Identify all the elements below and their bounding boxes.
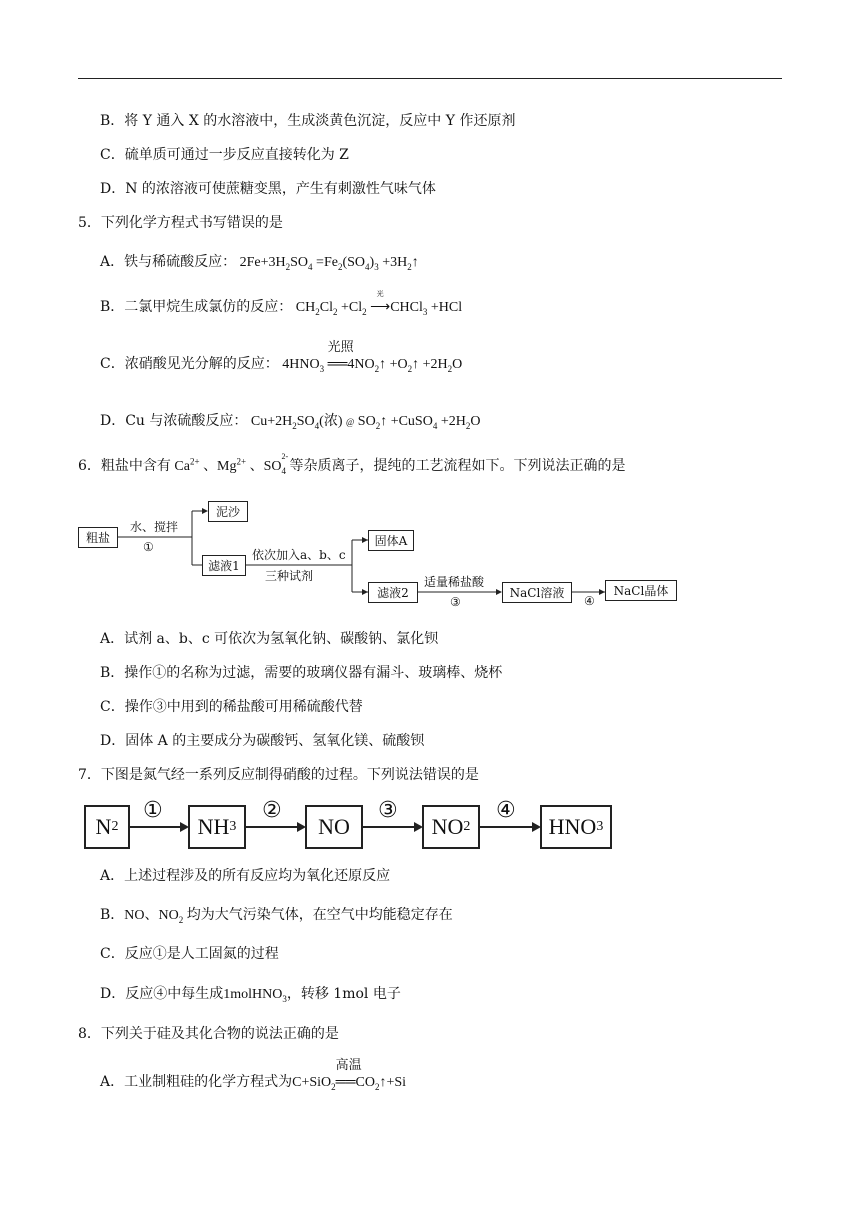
sand-box: 泥沙: [208, 501, 248, 522]
nacl-solution-box: NaCl溶液: [502, 582, 572, 603]
reaction4-label: ④: [496, 798, 516, 823]
q7-option-b: B．NO、$NO_2$ 均为大气污染气体，在空气中均能稳定存在: [100, 907, 453, 925]
q8-stem: 8．下列关于硅及其化合物的说法正确的是: [78, 1026, 339, 1042]
q6-stem: 6．粗盐中含有 $Ca^{2+}$ 、$Mg^{2+}$ 、SO $_{2- 4}$ 等杂质离子，提纯的工艺流程如下。下列说法正确的是: [78, 451, 626, 476]
step3-label: ③: [450, 595, 461, 609]
solid-a-box: 固体A: [368, 530, 414, 551]
step1-label: ①: [143, 540, 154, 554]
step4-label: ④: [584, 594, 595, 608]
q5-b-equation: $CH_2Cl_2 +Cl_2$ 光 ⟶CHCl$_3$ +HCl: [292, 289, 463, 317]
water-stir-label: 水、搅拌: [130, 520, 179, 534]
filtrate1-box: 滤液1: [202, 555, 246, 576]
q4-option-b: B．将 Y 通入 X 的水溶液中，生成淡黄色沉淀，反应中 Y 作还原剂: [100, 113, 516, 129]
q5-c-equation: $4HNO_3$ 光照 $══4NO_2↑$ $+O_2↑ +2H_2O$: [278, 338, 463, 374]
hno3-box: HNO 3: [540, 805, 612, 849]
q7-option-d: D．反应④中每生成1molHNO$_3$，转移 1mol 电子: [100, 986, 401, 1004]
q5-option-b: B．二氯甲烷生成氯仿的反应： $CH_2Cl_2 +Cl_2$ 光 ⟶CHCl$_3$ +HCl: [100, 289, 463, 317]
q5-option-c: C．浓硝酸见光分解的反应： $4HNO_3$ 光照 $══4NO_2↑$ $+O_2↑ +2H_2O$: [100, 338, 463, 374]
filtrate2-box: 滤液2: [368, 582, 418, 603]
reaction1-label: ①: [143, 798, 163, 823]
nh3-box: NH 3: [188, 805, 246, 849]
n2-box: N 2: [84, 805, 130, 849]
three-reagents-label: 三种试剂: [265, 569, 314, 583]
q5-option-d: D．Cu 与浓硫酸反应： $Cu+2H_2SO_4$(浓) @ $SO_2↑$ +CuSO$_4$ $+2H_2O$: [100, 413, 481, 431]
q8-a-equation: C+SiO$_2$ 高温 $══CO_2↑+Si$: [292, 1056, 407, 1092]
q5-d-equation: $Cu+2H_2SO_4$(浓) @ $SO_2↑$ +CuSO$_4$ $+2H_2O$: [247, 414, 481, 431]
q4-option-c: C．硫单质可通过一步反应直接转化为 Z: [100, 147, 349, 163]
add-reagents-label: 依次加入a、b、c: [252, 548, 346, 562]
q6-option-b: B．操作①的名称为过滤，需要的玻璃仪器有漏斗、玻璃棒、烧杯: [100, 665, 503, 681]
no-box: NO: [305, 805, 363, 849]
q6-option-a: A．试剂 a、b、c 可依次为氢氧化钠、碳酸钠、氯化钡: [100, 631, 439, 647]
reaction3-label: ③: [378, 798, 398, 823]
q7-stem: 7．下图是氮气经一系列反应制得硝酸的过程。下列说法错误的是: [78, 767, 479, 783]
hcl-label: 适量稀盐酸: [424, 575, 485, 589]
q7-option-c: C．反应①是人工固氮的过程: [100, 946, 279, 962]
q5-stem: 5．下列化学方程式书写错误的是: [78, 215, 283, 231]
nacl-crystal-box: NaCl晶体: [605, 580, 677, 601]
q5-option-a: A．铁与稀硫酸反应： $2Fe+3H_2SO_4 =Fe_2(SO_4)_3$ $+3H_2↑$: [100, 254, 419, 272]
q6-option-c: C．操作③中用到的稀盐酸可用稀硫酸代替: [100, 699, 363, 715]
q7-option-a: A．上述过程涉及的所有反应均为氧化还原反应: [100, 868, 391, 884]
reaction2-label: ②: [262, 798, 282, 823]
q5-a-equation: $2Fe+3H_2SO_4 =Fe_2(SO_4)_3$ $+3H_2↑$: [236, 255, 419, 272]
q4-option-d: D．N 的浓溶液可使蔗糖变黑，产生有刺激性气味气体: [100, 181, 436, 197]
no2-box: NO 2: [422, 805, 480, 849]
q6-option-d: D．固体 A 的主要成分为碳酸钙、氢氧化镁、硫酸钡: [100, 733, 425, 749]
crude-salt-box: 粗盐: [78, 527, 118, 548]
q8-option-a: A．工业制粗硅的化学方程式为C+SiO$_2$ 高温 $══CO_2↑+Si$: [100, 1056, 407, 1092]
